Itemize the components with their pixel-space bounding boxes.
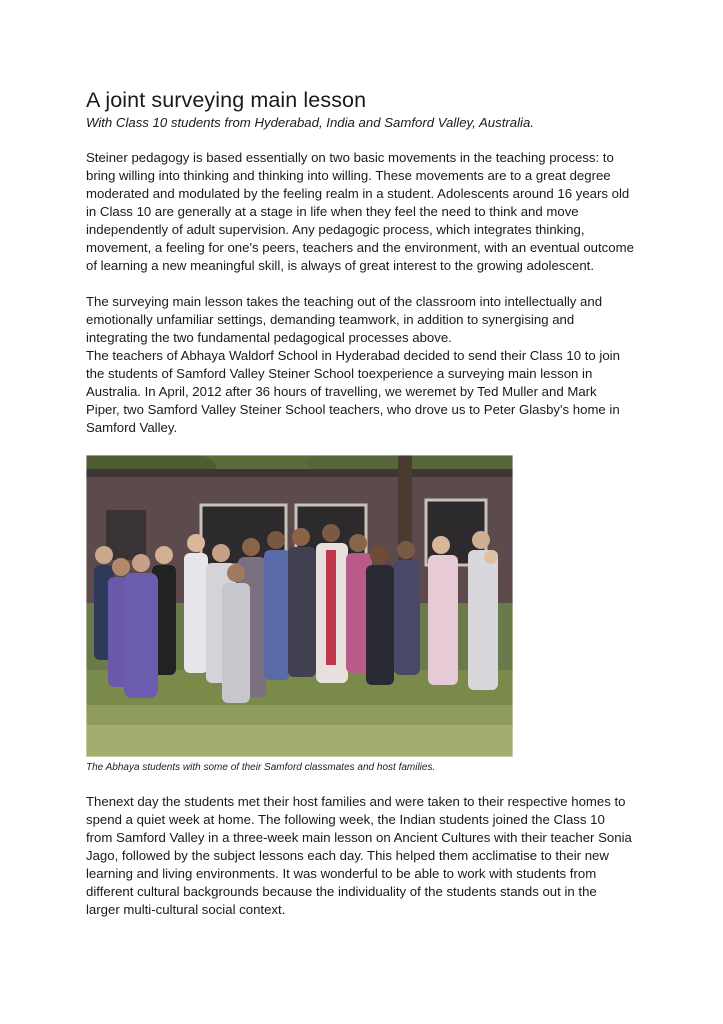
article-subtitle: With Class 10 students from Hyderabad, India and Samford Valley, Australia. [86, 115, 534, 130]
paragraph-1: Steiner pedagogy is based essentially on two basic movements in the teaching process: to bring willing into thinking and thinking into willing. These movements are to a great degree moderated and modulated by the feeling realm in a student. Adolescents around 16 years old in Class 10 are generally at a stage in life when they feel the need to think and move independently of adult supervision. Any pedagogic process, which integrates thinking, movement, a feeling for one's peers, teachers and the environment, with an eventual outcome of learning a new meaningful skill, is always of great interest to the growing adolescent. [86, 150, 634, 273]
paragraph-2: The surveying main lesson takes the teaching out of the classroom into intellectually and emotionally unfamiliar settings, demanding teamwork, in addition to synergising and integrating the two fundamental pedagogical processes above. [86, 294, 603, 345]
paragraph-3: The teachers of Abhaya Waldorf School in Hyderabad decided to send their Class 10 to join the students of Samford Valley Steiner School toexperience a surveying main lesson in Australia. In April, 2012 after 36 hours of travelling, we weremet by Ted Muller and Mark Piper, two Samford Valley Steiner School teachers, who drove us to Peter Glasby's home in Samford Valley. [86, 348, 620, 435]
group-photo [86, 455, 513, 757]
photo-caption: The Abhaya students with some of their Samford classmates and host families. [86, 762, 436, 773]
article-title: A joint surveying main lesson [86, 88, 367, 112]
article [86, 86, 634, 919]
paragraph-4: Thenext day the students met their host families and were taken to their respective homes to spend a quiet week at home. The following week, the Indian students joined the Class 10 from Samford Valley in a three-week main lesson on Ancient Cultures with their teacher Sonia Jago, followed by the subject lessons each day. This helped them acclimatise to their new learning and living environments. It was wonderful to be able to work with students from different cultural backgrounds because the individuality of the students stands out in the larger multi-cultural social context. [86, 794, 632, 917]
